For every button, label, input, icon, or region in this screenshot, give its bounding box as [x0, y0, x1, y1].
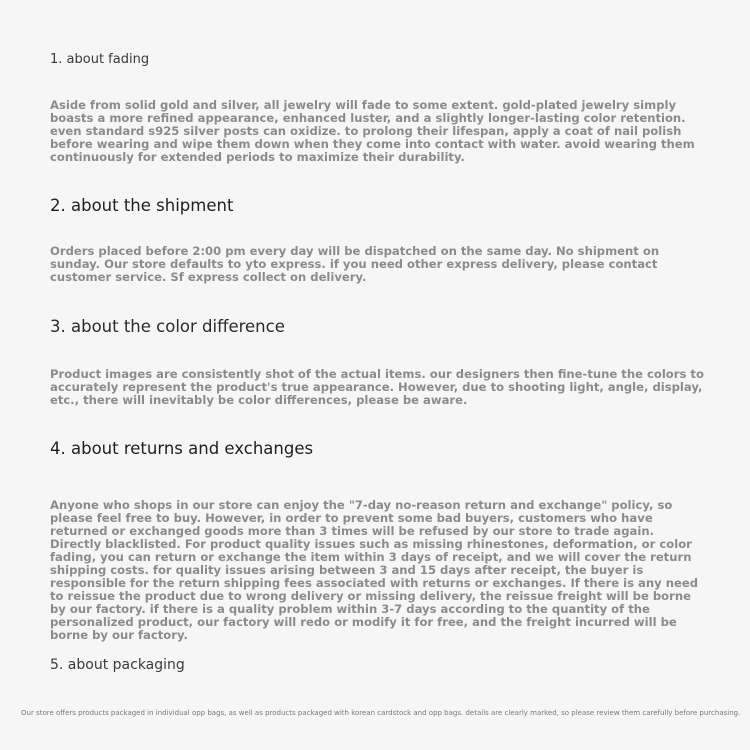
section-heading-fading: 1. about fading: [50, 52, 150, 67]
section-body-packaging: Our store offers products packaged in individual opp bags, as well as products packaged with korean cardstock and opp bags. details are clearly marked, so please review them carefully before purchasing.: [21, 709, 741, 717]
section-heading-color-difference: 3. about the color difference: [50, 317, 285, 336]
section-body-returns: Anyone who shops in our store can enjoy the "7-day no-reason return and exchange" policy, so please feel free to buy. However, in order to prevent some bad buyers, customers who have returned or exchanged goods more than 3 times will be refused by our store to trade again. Directly blacklisted. For product quality issues such as missing rhinestones, deformation, or color fading, you can return or exchange the item within 3 days of receipt, and we will cover the return shipping costs. for quality issues arising between 3 and 15 days after receipt, the buyer is responsible for the return shipping fees associated with returns or exchanges. If there is any need to reissue the product due to wrong delivery or missing delivery, the reissue freight will be borne by our factory. if there is a quality problem within 3-7 days according to the quantity of the personalized product, our factory will redo or modify it for free, and the freight incurred will be borne by our factory.: [50, 498, 698, 642]
section-heading-shipment: 2. about the shipment: [50, 196, 234, 215]
section-body-color-difference: Product images are consistently shot of the actual items. our designers then fine-tune the colors to accurately represent the product's true appearance. However, due to shooting light, angle, display, etc., there will inevitably be color differences, please be aware.: [50, 367, 704, 407]
section-heading-packaging: 5. about packaging: [50, 657, 185, 673]
section-body-shipment: Orders placed before 2:00 pm every day will be dispatched on the same day. No shipment on sunday. Our store defaults to yto express. if you need other express delivery, please contact customer service. Sf express collect on delivery.: [50, 244, 660, 284]
section-body-fading: Aside from solid gold and silver, all jewelry will fade to some extent. gold-plated jewelry simply boasts a more refined appearance, enhanced luster, and a slightly longer-lasting color retention. even standard s925 silver posts can oxidize. to prolong their lifespan, apply a coat of nail polish before wearing and wipe them down when they come into contact with water. avoid wearing them continuously for extended periods to maximize their durability.: [50, 98, 695, 164]
section-heading-returns: 4. about returns and exchanges: [50, 439, 314, 458]
